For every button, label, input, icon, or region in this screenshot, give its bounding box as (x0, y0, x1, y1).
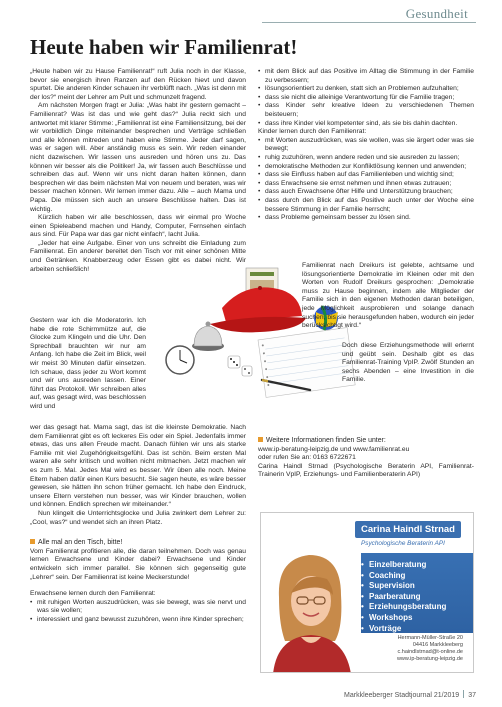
article-left-bottom (30, 424, 246, 624)
ad-services-list (361, 560, 446, 634)
article-left-column (30, 68, 246, 274)
list-item: • dass auch Erwachsene öfter Hilfe und Unterstützung brauchen; (258, 188, 474, 197)
kids-learning-list (258, 137, 474, 223)
square-bullet-icon (30, 539, 35, 544)
section-label: Gesundheit (405, 6, 468, 21)
list-item: • lösungsorientiert zu denken, statt sich an Problemen aufzuhalten; (258, 85, 474, 94)
info-heading: Weitere Informationen finden Sie unter: (258, 437, 474, 446)
journal-name: Markkleeberger Stadtjournal 21/2019 (344, 692, 460, 699)
list-item: • Vorträge (361, 623, 402, 633)
ad-website-link[interactable]: www.ip-beratung-leipzig.de (396, 656, 463, 662)
paragraph: wer das gesagt hat. Mama sagt, das ist die kleinste Demokratie. Nach dem Familienrat gibt es oft leckeres Eis oder ein Spiel. Jedenfalls immer etwas, das uns allen Freude macht. Danach fühlen wir uns als starke Familie mit viel Zugehörigkeitsgefühl. Das ist schön. Beim ersten Mal waren alle sehr kritisch und wollten nicht mitmachen. Jetzt machen wir es zum 5. Mal. Jedes Mal wird es besser. Wir üben alle noch. Meine Eltern haben dafür einen Kurs besucht. Sie sagen heute, es wäre besser gewesen, sie hätten ihn schon früher gemacht. Ich habe den Eindruck, unsere Eltern verstehen nun besser, was wir Kinder brauchen, wollen und können. Endlich sprechen wir miteinander.“ (30, 424, 246, 509)
article-right-column (258, 68, 474, 223)
info-line[interactable]: www.ip-beratung-leipzig.de und www.familienrat.eu (258, 445, 410, 453)
dreikurs-paragraph (302, 262, 474, 331)
paragraph: Vom Familienrat profitieren alle, die daran teilnehmen. Doch was genau lernen Erwachsene und Kinder dabei? Erwachsene und Kinder entwickeln sich immer parallel. Sie können sich gegenseitig gute „Lehrer“ sein. Der Familienrat ist keine Meckerstunde! (30, 547, 246, 581)
red-cap-icon (210, 286, 306, 332)
adult-learning-list (30, 599, 246, 625)
footer-divider (463, 690, 464, 698)
paragraph: Gestern war ich die Moderatorin. Ich habe die rote Schirmmütze auf, die Glocke zum Klingeln und die Uhr. Den Sprechball brauchten wir nur am Anfang. Ich habe die Zeit im Blick, weil wir meist 30 Minuten dafür einsetzen. Ich schaue, dass jeder zu Wort kommt und wir uns ausreden lassen. Einer führt das Protokoll. Wir schreiben alles auf, was gesagt wird, was beschlossen wird und (30, 317, 146, 410)
list-item: • Paarberatung (361, 591, 421, 601)
subheading: Kinder lernen durch den Familienrat: (258, 128, 367, 136)
list-item: • dass Probleme gemeinsam besser zu lösen sind. (258, 214, 474, 223)
list-item: • ruhig zuzuhören, wenn andere reden und sie ausreden zu lassen; (258, 154, 474, 163)
list-item: • demokratische Methoden zur Konfliktlösung kennen und anwenden; (258, 163, 474, 172)
subheading: Erwachsene lernen durch den Familienrat: (30, 590, 156, 598)
dice-icon (228, 356, 252, 376)
article-headline: Heute haben wir Familienrat! (30, 35, 298, 59)
square-bullet-icon (258, 437, 263, 442)
list-item: • Coaching (361, 570, 406, 580)
list-item: • Workshops (361, 612, 413, 622)
list-item: • interessiert und ganz bewusst zuzuhören, wenn ihre Kinder sprechen; (30, 616, 246, 625)
list-item: • mit ruhigen Worten auszudrücken, was sie bewegt, was sie nervt und was sie wollen; (30, 599, 246, 616)
paragraph: Familienrat nach Dreikurs ist gelebte, achtsame und lösungsorientierte Demokratie im Kleinen oder mit den Worten von Rudolf Dreikurs gesprochen: „Demokratie muss zu Hause beginnen, indem alle Mitglieder der Familie sich in den eigenen Methoden daran beteiligen, jede Möglichkeit ausprobieren und solange danach suchen, bis sie herausgefunden haben, wodurch ein jeder berücksichtigt wird.“ (302, 262, 474, 330)
notebook-icon (258, 327, 355, 397)
paragraph: Am nächsten Morgen fragt er Julia: „Was habt ihr gestern gemacht – Familienrat? Was ist das und wie geht das?“ Julia reckt sich und antwortet mit klarer Stimme: „Familienrat ist eine Familiensitzung, bei der wir vorbildlich Dinge miteinander besprechen und Verträge schließen und alle können mitreden und haben eine Stimme. Jeder darf sagen, was er sagen will. Aber anständig muss es sein. Wir reden einander nicht dazwischen. Wir lassen uns ausreden und hören uns zu. Das können wir besser als die Politiker! Ja, wir fassen auch Beschlüsse und schreiben das auf. Wenn wir uns nicht daran halten können, dann besprechen wir das beim nächsten Mal von neuem und beraten, was wir besser machen können. Wir lernen immer dazu. Alle – auch Mama und Papa. Die müssen sich auch an unsere Beschlüsse halten. Das ist wichtig. (30, 102, 246, 213)
info-line: oder rufen Sie an: 0163 6722671 (258, 454, 356, 462)
list-item: • mit dem Blick auf das Positive im Alltag die Stimmung in der Familie zu verbessern; (258, 68, 474, 85)
list-item: • dass durch den Blick auf das Positive auch unter der Woche eine bessere Stimmung in der Familie herrscht; (258, 197, 474, 214)
list-item: • dass Erwachsene sie ernst nehmen und ihnen etwas zutrauen; (258, 180, 474, 189)
paragraph: „Heute haben wir zu Hause Familienrat!“ ruft Julia noch in der Klasse, bevor sie energisch ihren Ranzen auf den Rücken hievt und davon spurtet. Die anderen Kinder schauen ihr verblüfft nach. „Was ist denn mit der los?“ meint der Lehrer am Pult und schmunzelt fragend. (30, 68, 246, 101)
ad-address: Hermann-Müller-Straße 20 04416 Markkleeberg c.haindlstrnad@t-online.de www.ip-beratung-leipzig.de (396, 635, 463, 662)
advertisement[interactable] (260, 512, 474, 673)
paragraph: Nun klingelt die Unterrichtsglocke und Julia zwinkert dem Lehrer zu: „Cool, was?“ und wendet sich an ihren Platz. (30, 509, 246, 526)
clock-icon (166, 346, 194, 374)
adult-learning-list-continued (258, 68, 474, 128)
page-number: 37 (468, 692, 476, 699)
list-item: • dass ihre Kinder viel kompetenter sind, als sie bis dahin dachten. (258, 120, 474, 129)
paragraph: Kürzlich haben wir alle beschlossen, dass wir einmal pro Woche einen Spieleabend machen und Handy, Computer, Fernsehen einfach aus sind. Für Papa war das gar nicht einfach“, lacht Julia. (30, 214, 246, 239)
ad-email-link[interactable]: c.haindlstrnad@t-online.de (397, 649, 463, 655)
list-item: • Supervision (361, 581, 415, 591)
info-line: Carina Haindl Strnad (Psychologische Beraterin API, Familienrat-Trainerin VpIP, Erziehungs- und Familienberaterin API) (258, 462, 474, 479)
subheading: Alle mal an den Tisch, bitte! (30, 539, 246, 548)
list-item: • Einzelberatung (361, 560, 427, 569)
header-rule (262, 22, 476, 23)
list-item: • dass Kinder sehr kreative Ideen zu verschiedenen Themen beisteuern; (258, 102, 474, 119)
list-item: • Erziehungsberatung (361, 602, 447, 612)
info-box (258, 433, 474, 480)
list-item: • dass sie nicht die alleinige Verantwortung für die Familie tragen; (258, 94, 474, 103)
training-paragraph (342, 342, 474, 385)
article-left-narrow (30, 317, 146, 412)
list-item: • dass sie Einfluss haben auf das Familienleben und wichtig sind; (258, 171, 474, 180)
ad-title: Psychologische Beraterin API (361, 540, 445, 547)
ad-name: Carina Haindl Strnad (355, 521, 461, 538)
portrait-photo (261, 537, 361, 673)
paragraph: „Jeder hat eine Aufgabe. Einer von uns schreibt die Einladung zum Familienrat. Ein anderer bereitet den Tisch vor mit einer schönen Mitte und Getränken. Knabberzeug oder Essen gibt es dabei nicht. Wir arbeiten schließlich! (30, 239, 246, 273)
paragraph: Doch diese Erziehungsmethode will erlernt und geübt sein. Deshalb gibt es das Familienrat-Training VpIP. Zwölf Stunden an sechs Abenden – eine Investition in die Familie. (342, 342, 474, 384)
page-footer (344, 690, 476, 699)
list-item: • mit Worten auszudrücken, was sie wollen, was sie ärgert oder was sie bewegt; (258, 137, 474, 154)
